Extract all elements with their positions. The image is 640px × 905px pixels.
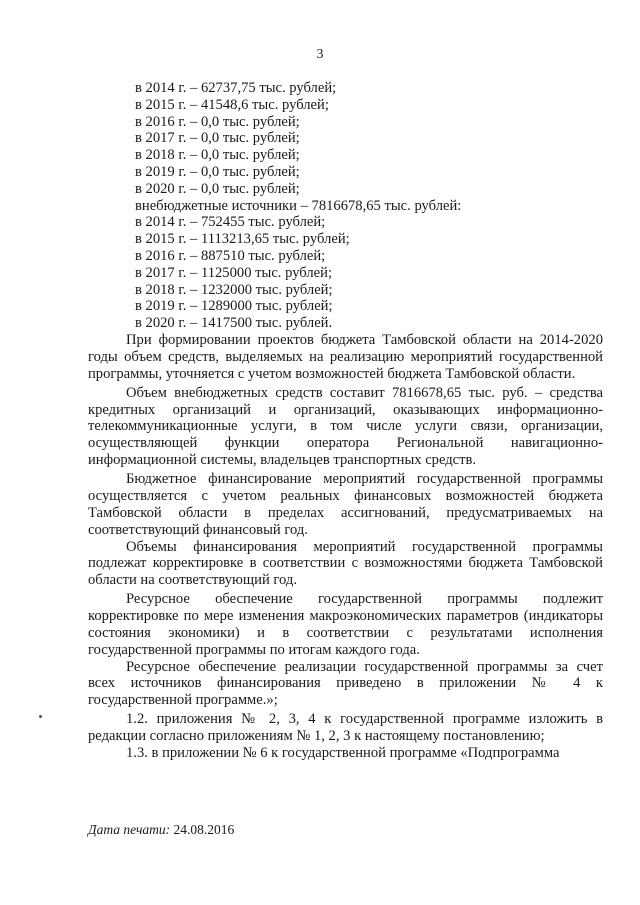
paragraph-resource-adjustment: Ресурсное обеспечение государственной программы подлежит корректировке по мере изменения макроэкономических параметров (индикаторы состояния экономики) и в соответствии с результатами исполнения государственной программы по итогам каждого года.	[88, 591, 603, 658]
paragraph-item-1-2: 1.2. приложения № 2, 3, 4 к государственной программе изложить в редакции согласно приложениям № 1, 2, 3 к настоящему постановлению;	[88, 711, 603, 745]
print-date-label: Дата печати:	[88, 822, 171, 837]
budget-line: в 2014 г. – 62737,75 тыс. рублей;	[135, 80, 337, 96]
budget-line: в 2020 г. – 1417500 тыс. рублей.	[135, 315, 333, 332]
paragraph-resource-appendix: Ресурсное обеспечение реализации государственной программы за счет всех источников финансирования приведено в приложении № 4 к государственной программе.»;	[88, 658, 603, 709]
extrabudgetary-heading: внебюджетные источники – 7816678,65 тыс. рублей:	[135, 197, 462, 214]
budget-line: в 2019 г. – 1289000 тыс. рублей;	[135, 298, 333, 315]
budget-line: в 2015 г. – 41548,6 тыс. рублей;	[135, 96, 329, 113]
print-date-value: 24.08.2016	[173, 822, 235, 837]
budget-line: в 2017 г. – 1125000 тыс. рублей;	[135, 264, 332, 281]
paragraph-item-1-3: 1.3. в приложении № 6 к государственной программе «Подпрограмма	[126, 745, 560, 762]
budget-line: в 2016 г. – 0,0 тыс. рублей;	[135, 113, 300, 130]
budget-line: в 2019 г. – 0,0 тыс. рублей;	[135, 163, 300, 180]
budget-line: в 2020 г. – 0,0 тыс. рублей;	[135, 180, 300, 197]
budget-line: в 2018 г. – 1232000 тыс. рублей;	[135, 281, 333, 298]
budget-line: в 2015 г. – 1113213,65 тыс. рублей;	[135, 231, 350, 248]
print-date	[88, 822, 234, 838]
paragraph-budget-financing: Бюджетное финансирование мероприятий государственной программы осуществляется с учетом реальных финансовых возможностей бюджета Тамбовской области в пределах ассигнований, предусматриваемых на соответствующий финансовый год.	[88, 471, 603, 538]
budget-line: в 2014 г. – 752455 тыс. рублей;	[135, 214, 326, 231]
budget-line: в 2018 г. – 0,0 тыс. рублей;	[135, 147, 300, 164]
paragraph-extrabudgetary-volume: Объем внебюджетных средств составит 7816678,65 тыс. руб. – средства кредитных организаций и организаций, оказывающих информационно-телекоммуникационные услуги, в том числе услуги связи, организации, осуществляющей функции оператора Региональной навигационно-информационной системы, владельцев транспортных средств.	[88, 384, 603, 469]
paragraph-financing-adjustment: Объемы финансирования мероприятий государственной программы подлежат корректировке в соответствии с возможностями бюджета Тамбовской области на соответствующий год.	[88, 538, 603, 589]
budget-line: в 2017 г. – 0,0 тыс. рублей;	[135, 130, 300, 147]
scan-artifact	[39, 715, 42, 718]
document-body	[88, 80, 603, 764]
paragraph-budget-formation: При формировании проектов бюджета Тамбовской области на 2014-2020 годы объем средств, выделяемых на реализацию мероприятий государственной программы, уточняется с учетом возможностей бюджета Тамбовской области.	[88, 331, 603, 382]
page-number: 3	[316, 47, 324, 62]
budget-line: в 2016 г. – 887510 тыс. рублей;	[135, 247, 326, 264]
